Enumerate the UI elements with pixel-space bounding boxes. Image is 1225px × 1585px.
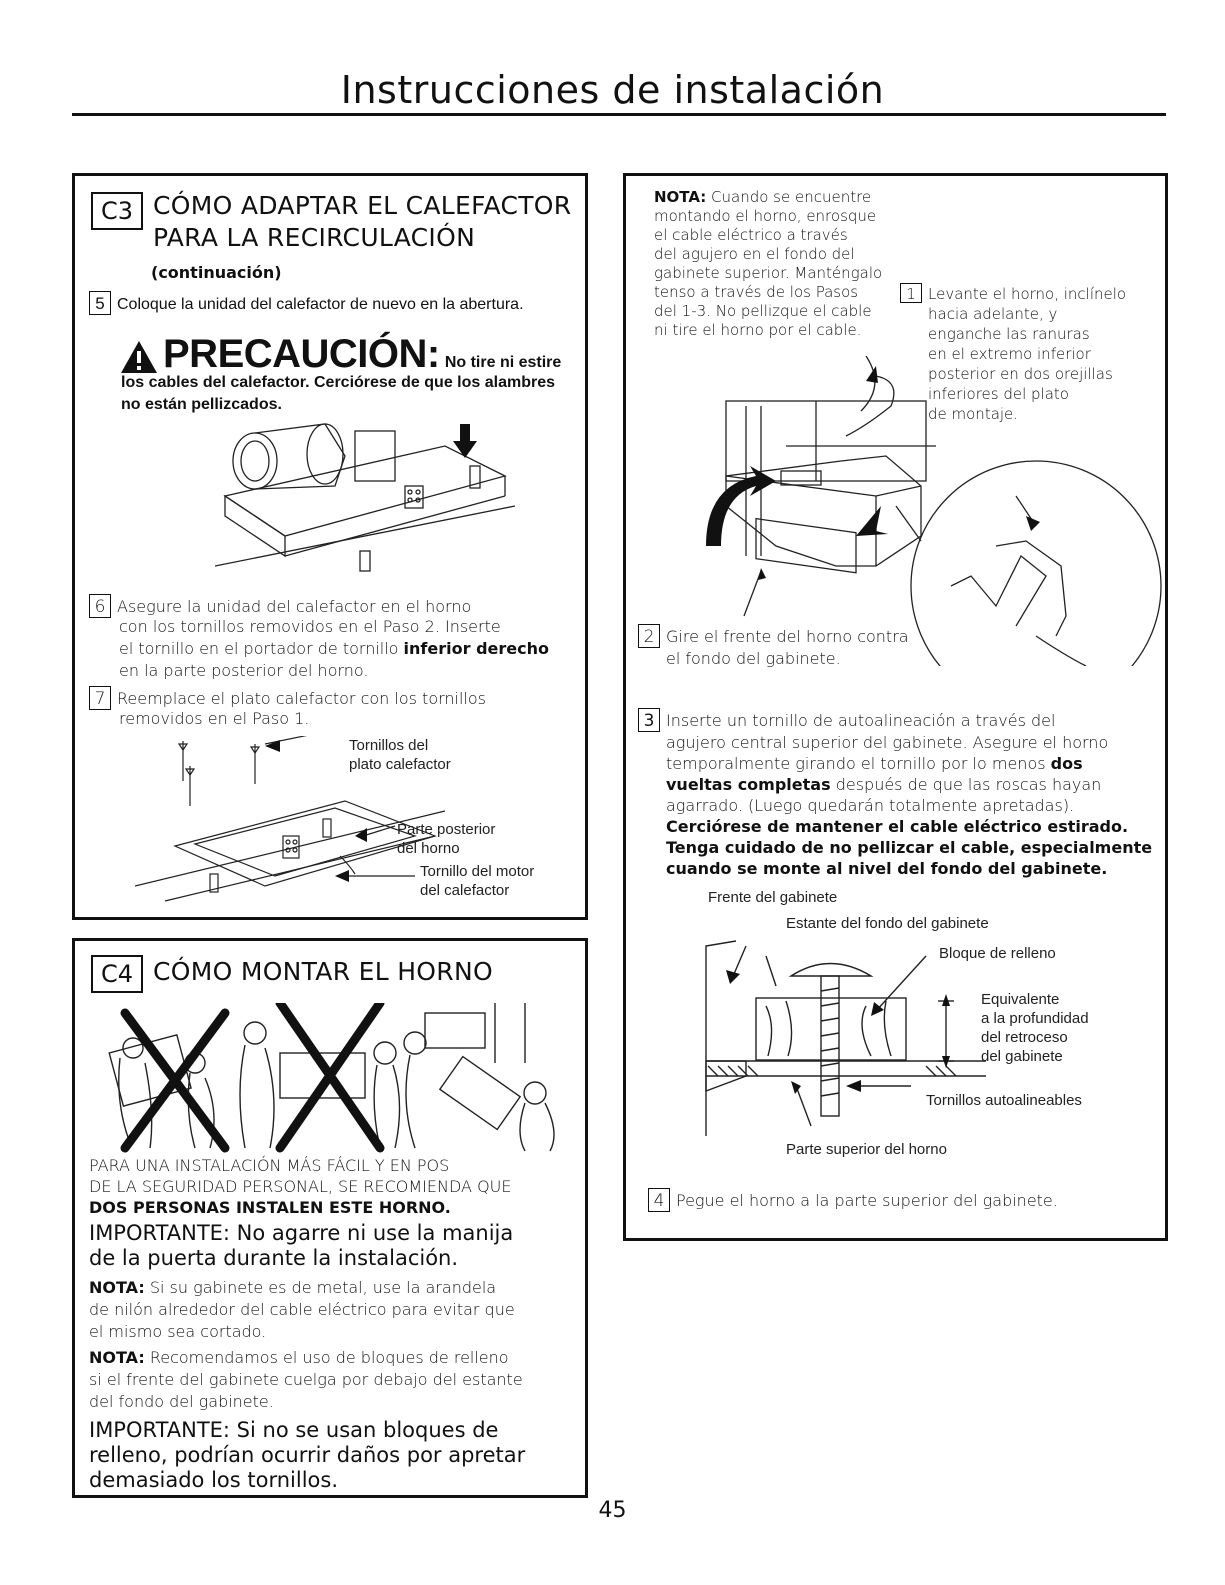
label-line: del horno bbox=[397, 840, 460, 857]
text-line: relleno, podrían ocurrir daños por apretar bbox=[89, 1443, 526, 1467]
step-6-line bbox=[119, 638, 549, 660]
section-c3-title-1: CÓMO ADAPTAR EL CALEFACTOR bbox=[153, 191, 572, 220]
label-cabinet-shelf: Estante del fondo del gabinete bbox=[786, 915, 989, 932]
page-number: 45 bbox=[598, 1498, 627, 1523]
right-step-2 bbox=[638, 624, 909, 670]
text-line: el mismo sea cortado. bbox=[89, 1322, 267, 1341]
step-6-line: en la parte posterior del horno. bbox=[119, 661, 369, 680]
c4-important-1 bbox=[89, 1221, 513, 1271]
step-5 bbox=[89, 291, 524, 316]
label-filler-block: Bloque de relleno bbox=[939, 945, 1056, 962]
text-line: Recomendamos el uso de bloques de relleno bbox=[144, 1348, 509, 1367]
step-number: 2 bbox=[638, 624, 660, 648]
label-cabinet-front: Frente del gabinete bbox=[708, 889, 838, 906]
oven-mounting-illustration bbox=[666, 356, 1166, 666]
step-text: enganche las ranuras bbox=[928, 325, 1090, 343]
step-text-bold: vueltas completas bbox=[666, 775, 831, 794]
c4-two-person-note bbox=[89, 1155, 511, 1218]
label-line: del gabinete bbox=[981, 1048, 1063, 1065]
step-text: Pegue el horno a la parte superior del gabinete. bbox=[676, 1191, 1058, 1210]
caution-line: los cables del calefactor. Cerciórese de que los alambres bbox=[121, 374, 555, 391]
text-line: del fondo del gabinete. bbox=[89, 1392, 274, 1411]
step-number: 1 bbox=[900, 283, 922, 303]
step-text: hacia adelante, y bbox=[928, 305, 1058, 323]
step-text-bold: cuando se monte al nivel del fondo del gabinete. bbox=[666, 859, 1108, 878]
step-text: el fondo del gabinete. bbox=[666, 649, 841, 668]
caution-text bbox=[121, 372, 555, 416]
c4-important-2 bbox=[89, 1418, 525, 1493]
heater-unit-illustration bbox=[215, 416, 515, 576]
section-c4-title: CÓMO MONTAR EL HORNO bbox=[153, 957, 493, 986]
step-text: Levante el horno, inclínelo bbox=[928, 285, 1127, 303]
step-6-line: con los tornillos removidos en el Paso 2. Inserte bbox=[119, 617, 501, 636]
step-text: Inserte un tornillo de autoalineación a través del bbox=[666, 711, 1056, 730]
step-number: 3 bbox=[638, 708, 660, 732]
text-line: tenso a través de los Pasos bbox=[654, 283, 859, 301]
step-text: en el extremo inferior bbox=[928, 345, 1091, 363]
label-plate-screws bbox=[349, 736, 451, 774]
right-step-4 bbox=[648, 1188, 1058, 1212]
section-code: C3 bbox=[91, 192, 143, 230]
text-line: DE LA SEGURIDAD PERSONAL, SE RECOMIENDA QUE bbox=[89, 1177, 512, 1196]
right-note bbox=[654, 188, 882, 340]
section-c4 bbox=[72, 938, 588, 1498]
step-text: posterior en dos orejillas bbox=[928, 365, 1113, 383]
section-code: C4 bbox=[91, 955, 143, 993]
label-line: Tornillos del bbox=[349, 737, 429, 754]
label-line: Tornillo del motor bbox=[420, 863, 535, 880]
text-line: demasiado los tornillos. bbox=[89, 1468, 338, 1492]
step-text: agarrado. (Luego quedarán totalmente apretadas). bbox=[666, 796, 1075, 815]
caution-word: PRECAUCIÓN: bbox=[163, 332, 440, 376]
step-text: Gire el frente del horno contra bbox=[666, 627, 909, 646]
text-line: DOS PERSONAS INSTALEN ESTE HORNO. bbox=[89, 1198, 451, 1217]
text-line: el cable eléctrico a través bbox=[654, 226, 848, 244]
label-line: Parte posterior bbox=[397, 821, 496, 838]
label-motor-screw bbox=[420, 862, 534, 900]
text-line: PARA UNA INSTALACIÓN MÁS FÁCIL Y EN POS bbox=[89, 1156, 450, 1175]
step-6 bbox=[89, 594, 471, 618]
right-step-3 bbox=[638, 708, 1152, 879]
section-c3-title-2: PARA LA RECIRCULACIÓN bbox=[153, 223, 476, 252]
label-equivalent-depth bbox=[981, 990, 1089, 1066]
step-number: 6 bbox=[89, 594, 111, 618]
step-text: el tornillo en el portador de tornillo bbox=[119, 639, 404, 658]
text-line: del 1-3. No pellizque el cable bbox=[654, 302, 872, 320]
continuation-label: (continuación) bbox=[151, 263, 282, 282]
step-text: inferiores del plato bbox=[928, 385, 1069, 403]
section-c4-heading bbox=[91, 955, 153, 993]
text-line: de nilón alrededor del cable eléctrico para evitar que bbox=[89, 1300, 515, 1319]
step-number: 4 bbox=[648, 1188, 670, 1212]
text-line: IMPORTANTE: Si no se usan bloques de bbox=[89, 1418, 499, 1442]
label-line: Equivalente bbox=[981, 991, 1060, 1008]
label-line: del calefactor bbox=[420, 882, 510, 899]
text-line: IMPORTANTE: No agarre ni use la manija bbox=[89, 1221, 514, 1245]
note-label: NOTA: bbox=[89, 1348, 145, 1367]
label-oven-back bbox=[397, 820, 495, 858]
step-7 bbox=[89, 686, 486, 710]
label-line: a la profundidad bbox=[981, 1010, 1089, 1027]
label-oven-top: Parte superior del horno bbox=[786, 1141, 947, 1158]
text-line: Si su gabinete es de metal, use la arandela bbox=[144, 1278, 497, 1297]
page-title: Instrucciones de instalación bbox=[340, 68, 885, 112]
label-line: del retroceso bbox=[981, 1029, 1068, 1046]
caution-line: no están pellizcados. bbox=[121, 396, 282, 413]
label-self-aligning-screws: Tornillos autoalineables bbox=[926, 1092, 1082, 1109]
step-text-bold: Tenga cuidado de no pellizcar el cable, especialmente bbox=[666, 838, 1153, 857]
c4-note-1 bbox=[89, 1277, 515, 1343]
step-text: Coloque la unidad del calefactor de nuevo en la abertura. bbox=[117, 296, 524, 313]
step-number: 7 bbox=[89, 686, 111, 710]
two-person-lift-illustration bbox=[95, 1003, 575, 1153]
step-text: Asegure la unidad del calefactor en el horno bbox=[117, 597, 472, 616]
text-line: de la puerta durante la instalación. bbox=[89, 1246, 459, 1270]
c4-note-2 bbox=[89, 1347, 523, 1413]
text-line: si el frente del gabinete cuelga por debajo del estante bbox=[89, 1370, 523, 1389]
step-7-line: removidos en el Paso 1. bbox=[119, 709, 310, 728]
step-text: de montaje. bbox=[928, 405, 1019, 423]
caution-heading bbox=[163, 332, 561, 377]
section-c4-continued bbox=[623, 173, 1168, 1241]
section-c3 bbox=[72, 173, 588, 920]
step-text: Reemplace el plato calefactor con los tornillos bbox=[117, 689, 487, 708]
text-line: gabinete superior. Manténgalo bbox=[654, 264, 883, 282]
step-text-bold: Cerciórese de mantener el cable eléctrico estirado. bbox=[666, 817, 1129, 836]
step-text: agujero central superior del gabinete. Asegure el horno bbox=[666, 733, 1109, 752]
title-divider bbox=[72, 113, 1166, 116]
step-text: después de que las roscas hayan bbox=[830, 775, 1102, 794]
text-line: montando el horno, enrosque bbox=[654, 207, 877, 225]
warning-icon bbox=[119, 339, 159, 375]
step-text: temporalmente girando el tornillo por lo menos bbox=[666, 754, 1051, 773]
note-label: NOTA: bbox=[89, 1278, 145, 1297]
label-line: plato calefactor bbox=[349, 756, 451, 773]
text-line: Cuando se encuentre bbox=[706, 188, 872, 206]
text-line: ni tire el horno por el cable. bbox=[654, 321, 862, 339]
text-line: del agujero en el fondo del bbox=[654, 245, 855, 263]
caution-inline: No tire ni estire bbox=[444, 354, 562, 371]
section-c3-heading bbox=[91, 192, 153, 230]
step-text-bold: dos bbox=[1050, 754, 1083, 773]
step-number: 5 bbox=[89, 291, 111, 315]
step-text-bold: inferior derecho bbox=[403, 639, 549, 658]
note-label: NOTA: bbox=[654, 188, 707, 206]
